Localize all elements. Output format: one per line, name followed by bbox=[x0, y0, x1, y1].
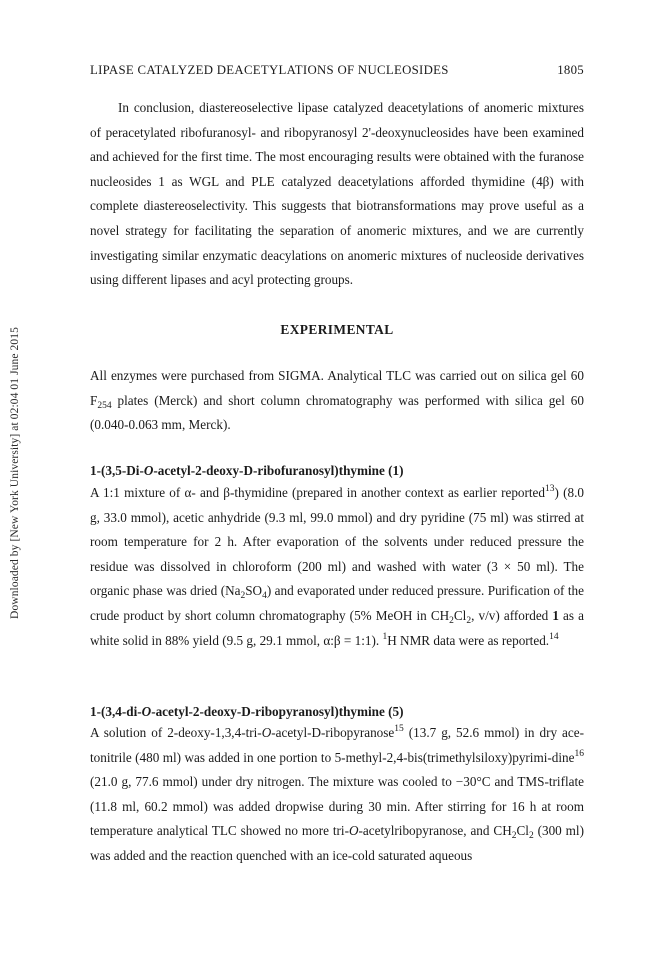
experimental-heading: EXPERIMENTAL bbox=[280, 322, 394, 337]
page-number: 1805 bbox=[557, 63, 584, 77]
compound-5-heading: 1-(3,4-di-O-acetyl-2-deoxy-D-ribopyranosyl)thymine (5) bbox=[90, 704, 404, 719]
compound-5-procedure: A solution of 2-deoxy-1,3,4-tri-O-acetyl-D-ribopyranose$^{15}$ (13.7 g, 52.6 mmol) in dry ace-tonitrile (480 ml) was added in one portion to 5-methyl-2,4-bis(trimethylsiloxy)pyrimi-dine$^{16}$ (21.0 g, 77.6 mmol) under dry nitrogen. The mixture was cooled to −30°C and TMS-triflate (11.8 ml, 60.2 mmol) was added dropwise during 30 min. After stirring for 16 h at room temperature analytical TLC showed no more tri-O-acetylribopyranose, and $CH_2Cl_2$ (300 ml) was added and the reaction quenched with an ice-cold saturated aqueous bbox=[90, 724, 584, 863]
experimental-intro: All enzymes were purchased from SIGMA. Analytical TLC was carried out on silica gel 60 $F_{254}$ plates (Merck) and short column chromatography was performed with silica gel 60 (0.040-0.063 mm, Merck). bbox=[90, 368, 584, 433]
download-watermark-text: Downloaded by [New York University] at 02:04 01 June 2015 bbox=[9, 327, 21, 619]
running-title: LIPASE CATALYZED DEACETYLATIONS OF NUCLEOSIDES bbox=[90, 63, 449, 77]
download-watermark bbox=[4, 318, 26, 628]
conclusion-paragraph: In conclusion, diastereoselective lipase catalyzed deacetylations of anomeric mixtures of peracetylated ribofuranosyl- and ribopyranosyl 2'-deoxynucleosides have been examined and achieved for the first time. The most encouraging results were obtained with the furanose nucleosides 1 as WGL and PLE catalyzed deacetylations afforded thymidine (4β) with complete diastereoselectivity. This suggests that biotransformations may prove useful as a novel strategy for facilitating the separation of anomeric mixtures, and we are currently investigating similar enzymatic deacylations on anomeric mixtures of nucleoside derivatives using different lipases and acyl protecting groups. bbox=[90, 100, 584, 288]
compound-1-procedure: A 1:1 mixture of α- and β-thymidine (prepared in another context as earlier reported$^{13}$) (8.0 g, 33.0 mmol), acetic anhydride (9.3 ml, 99.0 mmol) and dry pyridine (75 ml) was stirred at room temperature for 2 h. After evaporation of the solvents under reduced pressure the residue was dissolved in chloroform (200 ml) and washed with water (3 × 50 ml). The organic phase was dried $(Na_2SO_4)$ and evaporated under reduced pressure. Purification of the crude product by short column chromatography (5% MeOH in $CH_2Cl_2$, v/v) afforded 1 as a white solid in 88% yield (9.5 g, 29.1 mmol, α:β = 1:1). $^1$H NMR data were as reported.$^{14}$ bbox=[90, 484, 584, 648]
running-header bbox=[90, 63, 584, 81]
compound-1-heading: 1-(3,5-Di-O-acetyl-2-deoxy-D-ribofuranosyl)thymine (1) bbox=[90, 463, 404, 478]
